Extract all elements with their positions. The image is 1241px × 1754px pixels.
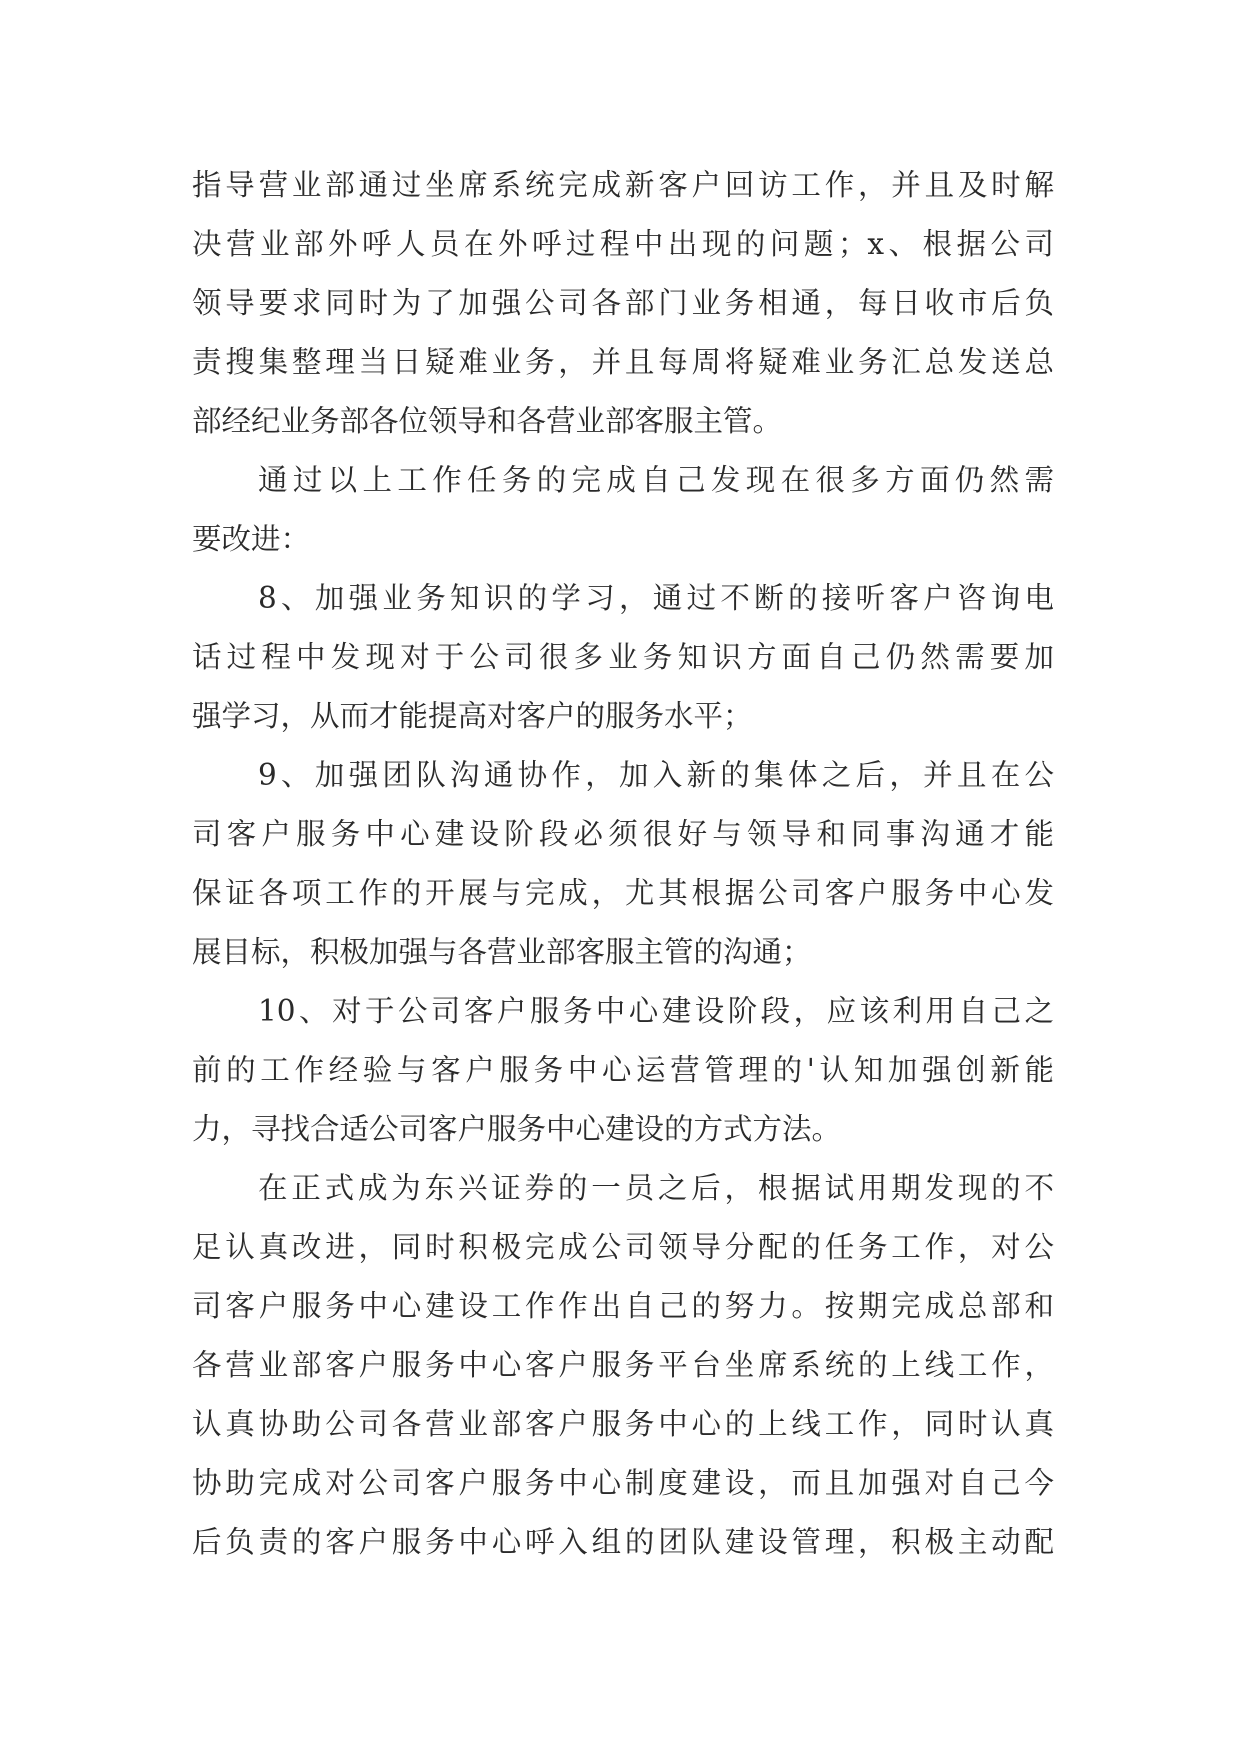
text-line: 后负责的客户服务中心呼入组的团队建设管理，积极主动配 [192, 1525, 1054, 1559]
text-line: 展目标，积极加强与各营业部客服主管的沟通； [192, 935, 812, 969]
text-line: 认真协助公司各营业部客户服务中心的上线工作，同时认真 [192, 1407, 1054, 1441]
text-line: 足认真改进，同时积极完成公司领导分配的任务工作，对公 [192, 1230, 1054, 1264]
text-line: 8、加强业务知识的学习，通过不断的接听客户咨询电 [258, 581, 1054, 615]
text-line: 领导要求同时为了加强公司各部门业务相通，每日收市后负 [192, 286, 1054, 320]
text-line: 强学习，从而才能提高对客户的服务水平； [192, 699, 753, 733]
text-line: 在正式成为东兴证券的一员之后，根据试用期发现的不 [258, 1171, 1054, 1205]
text-line: 保证各项工作的开展与完成，尤其根据公司客户服务中心发 [192, 876, 1054, 910]
text-line: 各营业部客户服务中心客户服务平台坐席系统的上线工作， [192, 1348, 1054, 1382]
text-line: 决营业部外呼人员在外呼过程中出现的问题；x、根据公司 [192, 227, 1054, 261]
text-line: 通过以上工作任务的完成自己发现在很多方面仍然需 [258, 463, 1054, 497]
document-body [192, 156, 1054, 1572]
text-line: 司客户服务中心建设阶段必须很好与领导和同事沟通才能 [192, 817, 1054, 851]
text-line: 话过程中发现对于公司很多业务知识方面自己仍然需要加 [192, 640, 1054, 674]
text-line: 10、对于公司客户服务中心建设阶段，应该利用自己之 [258, 994, 1054, 1028]
text-line: 责搜集整理当日疑难业务，并且每周将疑难业务汇总发送总 [192, 345, 1054, 379]
text-line: 协助完成对公司客户服务中心制度建设，而且加强对自己今 [192, 1466, 1054, 1500]
text-line: 指导营业部通过坐席系统完成新客户回访工作，并且及时解 [192, 168, 1054, 202]
text-line: 司客户服务中心建设工作作出自己的努力。按期完成总部和 [192, 1289, 1054, 1323]
text-line: 部经纪业务部各位领导和各营业部客服主管。 [192, 404, 783, 438]
text-line: 力，寻找合适公司客户服务中心建设的方式方法。 [192, 1112, 842, 1146]
text-line: 要改进： [192, 522, 311, 556]
text-line: 9、加强团队沟通协作，加入新的集体之后，并且在公 [258, 758, 1054, 792]
text-line: 前的工作经验与客户服务中心运营管理的'认知加强创新能 [192, 1053, 1054, 1087]
